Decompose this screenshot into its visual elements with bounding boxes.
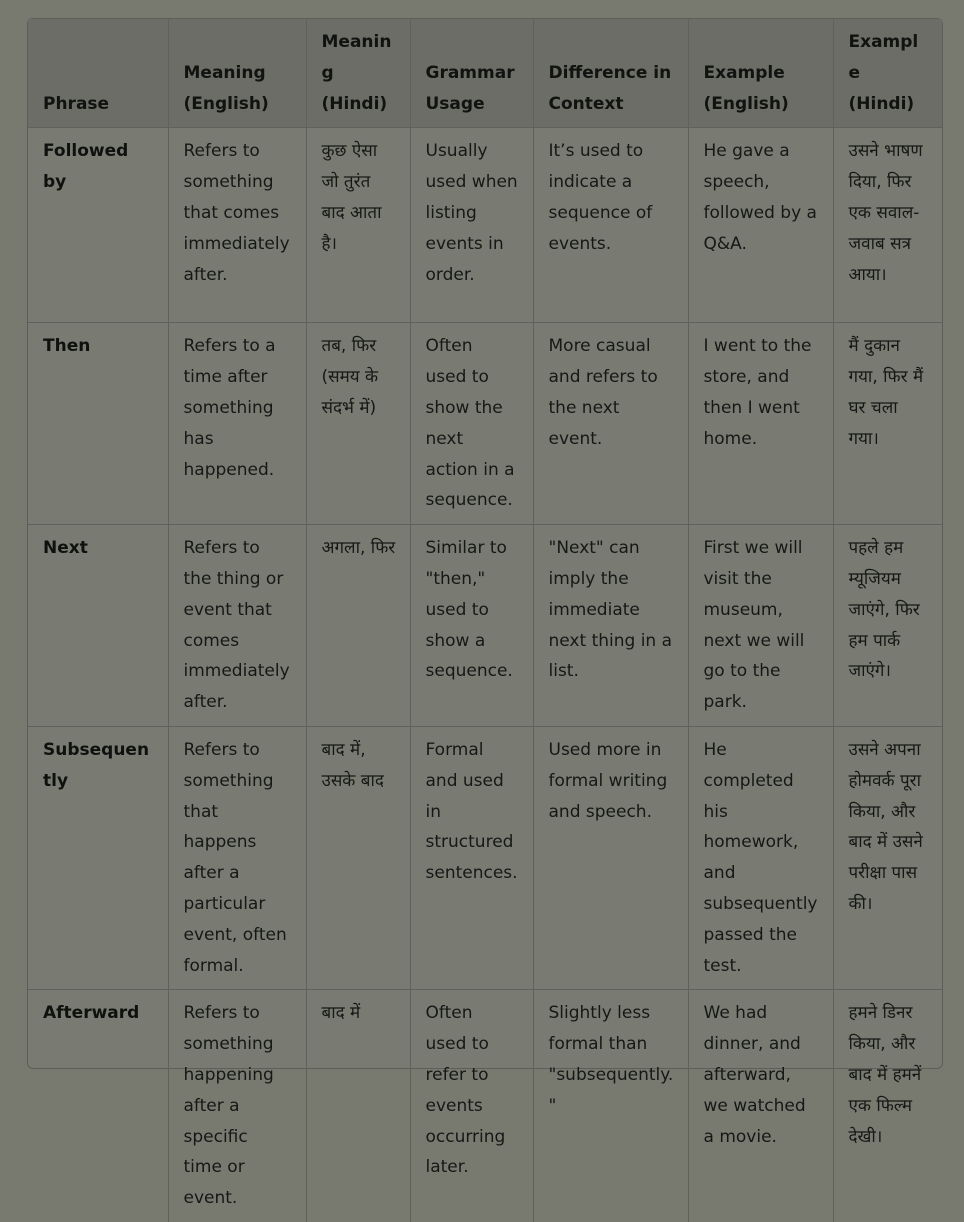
header-phrase: Phrase [28, 19, 168, 128]
cell-difference: Used more in formal writing and speech. [533, 726, 688, 989]
cell-grammar-usage: Usually used when listing events in order. [410, 128, 533, 323]
cell-phrase: Followed by [28, 128, 168, 323]
cell-example-english: I went to the store, and then I went home. [688, 323, 833, 525]
cell-example-english: First we will visit the museum, next we will go to the park. [688, 525, 833, 727]
table-row [28, 726, 942, 989]
cell-meaning-hindi: बाद में, उसके बाद [306, 726, 410, 989]
table-header-row [28, 19, 942, 128]
cell-example-hindi: उसने भाषण दिया, फिर एक सवाल-जवाब सत्र आया। [833, 128, 942, 323]
cell-meaning-english: Refers to something happening after a specific time or event. [168, 990, 306, 1222]
cell-example-hindi: पहले हम म्यूजियम जाएंगे, फिर हम पार्क जाएंगे। [833, 525, 942, 727]
cell-example-hindi: हमने डिनर किया, और बाद में हमनें एक फिल्म देखी। [833, 990, 942, 1222]
cell-phrase: Subsequently [28, 726, 168, 989]
cell-phrase: Afterward [28, 990, 168, 1222]
cell-difference: It’s used to indicate a sequence of events. [533, 128, 688, 323]
header-example-hindi: Example (Hindi) [833, 19, 942, 128]
header-difference-in-context: Difference in Context [533, 19, 688, 128]
header-grammar-usage: Grammar Usage [410, 19, 533, 128]
cell-meaning-english: Refers to something that happens after a particular event, often formal. [168, 726, 306, 989]
cell-grammar-usage: Often used to refer to events occurring later. [410, 990, 533, 1222]
cell-meaning-english: Refers to the thing or event that comes immediately after. [168, 525, 306, 727]
cell-example-english: He gave a speech, followed by a Q&A. [688, 128, 833, 323]
cell-meaning-english: Refers to a time after something has happened. [168, 323, 306, 525]
header-meaning-english: Meaning (English) [168, 19, 306, 128]
cell-example-english: He completed his homework, and subsequently passed the test. [688, 726, 833, 989]
header-meaning-hindi: Meaning (Hindi) [306, 19, 410, 128]
cell-meaning-hindi: कुछ ऐसा जो तुरंत बाद आता है। [306, 128, 410, 323]
cell-grammar-usage: Often used to show the next action in a sequence. [410, 323, 533, 525]
cell-example-hindi: उसने अपना होमवर्क पूरा किया, और बाद में उसने परीक्षा पास की। [833, 726, 942, 989]
table-row [28, 990, 942, 1222]
cell-phrase: Next [28, 525, 168, 727]
comparison-table-container [27, 18, 943, 1209]
cell-meaning-hindi: तब, फिर (समय के संदर्भ में) [306, 323, 410, 525]
cell-phrase: Then [28, 323, 168, 525]
cell-grammar-usage: Similar to "then," used to show a sequence. [410, 525, 533, 727]
table-row [28, 128, 942, 323]
table-row [28, 525, 942, 727]
cell-meaning-hindi: अगला, फिर [306, 525, 410, 727]
cell-meaning-hindi: बाद में [306, 990, 410, 1222]
cell-example-hindi: मैं दुकान गया, फिर मैं घर चला गया। [833, 323, 942, 525]
cell-example-english: We had dinner, and afterward, we watched a movie. [688, 990, 833, 1222]
cell-difference: "Next" can imply the immediate next thing in a list. [533, 525, 688, 727]
cell-difference: Slightly less formal than "subsequently." [533, 990, 688, 1222]
cell-meaning-english: Refers to something that comes immediately after. [168, 128, 306, 323]
cell-difference: More casual and refers to the next event. [533, 323, 688, 525]
cell-grammar-usage: Formal and used in structured sentences. [410, 726, 533, 989]
header-example-english: Example (English) [688, 19, 833, 128]
table-row [28, 323, 942, 525]
comparison-table [28, 19, 942, 1222]
